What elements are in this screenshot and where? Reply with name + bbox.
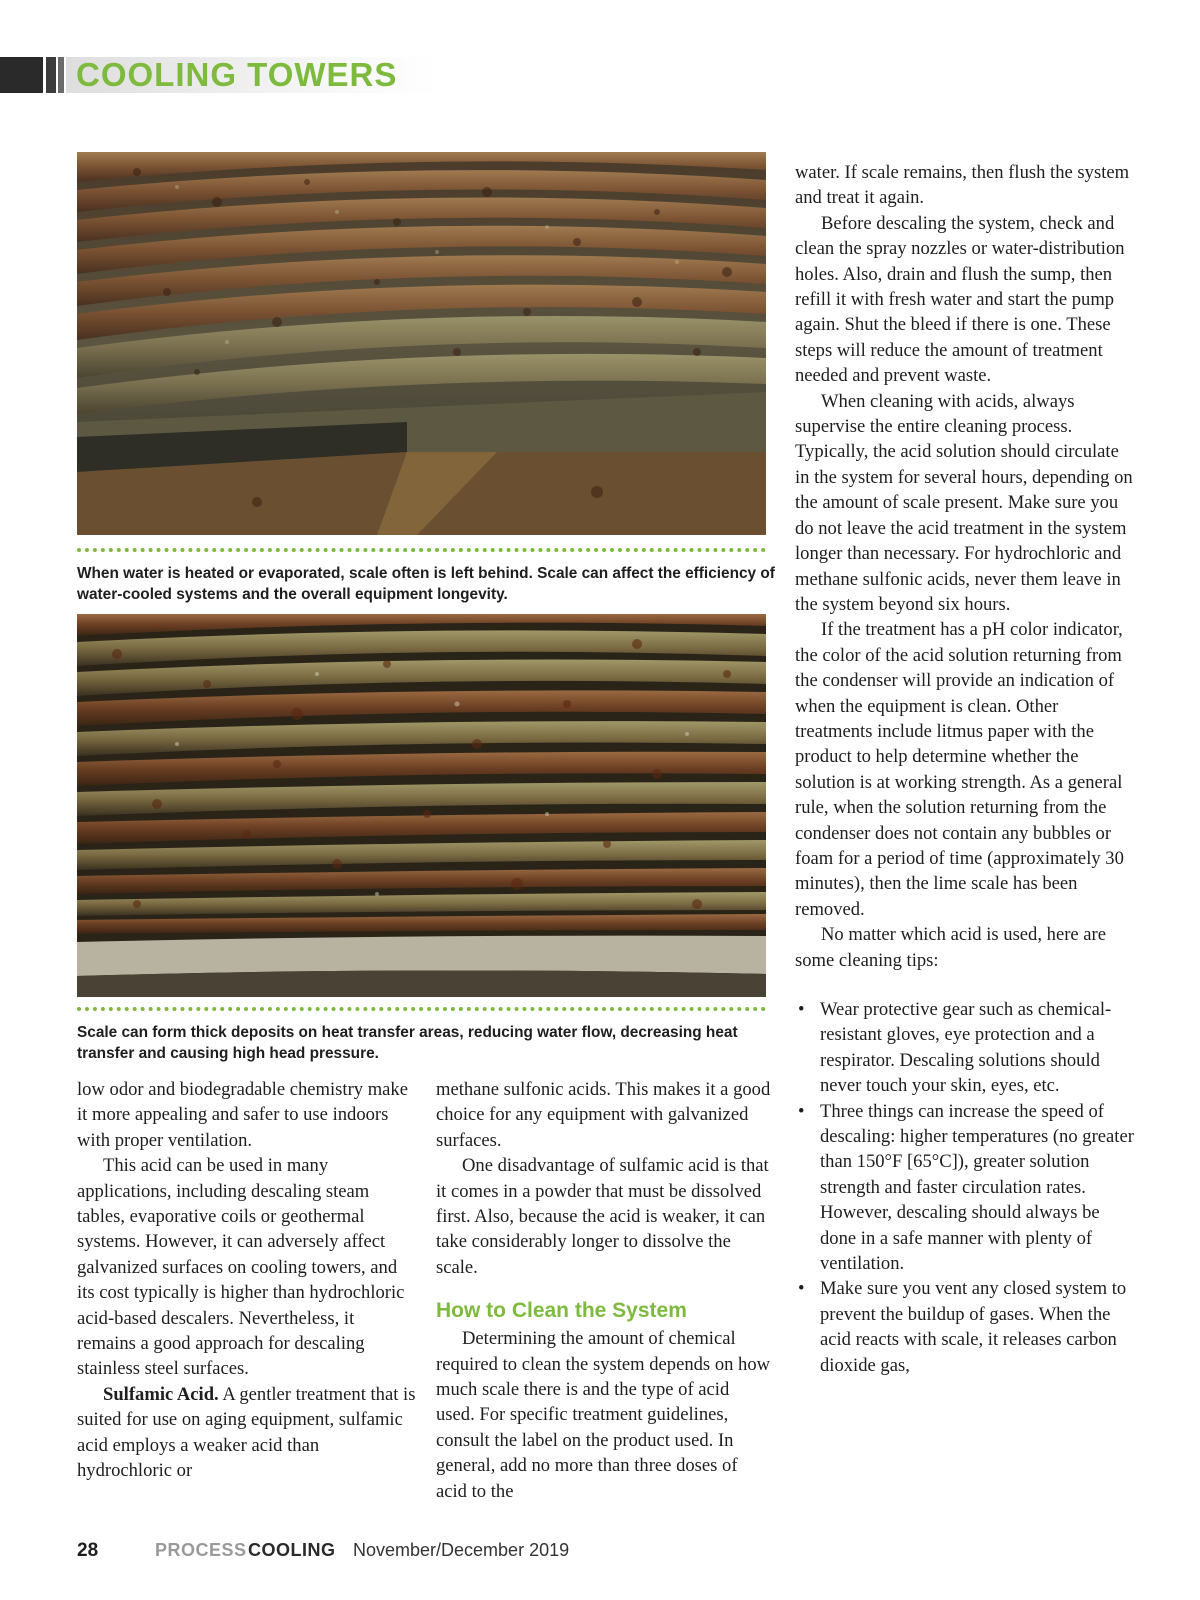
list-item-text: Make sure you vent any closed system to prevent the buildup of gases. When the acid reacts with scale, it releases carbon dioxide gas, [820, 1278, 1127, 1376]
run-in-heading: Sulfamic Acid. [103, 1383, 219, 1405]
body-paragraph [77, 1382, 417, 1484]
body-paragraph: One disadvantage of sulfamic acid is that it comes in a powder that must be dissolved first. Also, because the acid is weaker, it can take considerably longer to dissolve the scale. [436, 1155, 769, 1278]
body-paragraph: Determining the amount of chemical required to clean the system depends on how much scale there is and the type of acid used. For specific treatment guidelines, consult the label on the product used. In general, add no more than three doses of acid to the [436, 1328, 771, 1502]
article-column-1 [77, 1077, 417, 1484]
section-title: COOLING TOWERS [76, 56, 398, 93]
caption-divider [77, 548, 766, 552]
caption-divider [77, 1007, 766, 1011]
body-paragraph: When cleaning with acids, always supervise the entire cleaning process. Typically, the acid solution should circulate in the system for several hours, depending on the amount of scale present. Make sure you do not leave the acid treatment in the system longer than necessary. For hydrochloric and methane sulfonic acids, never them leave in the system beyond six hours. [795, 390, 1133, 615]
article-column-3 [795, 160, 1135, 1378]
body-paragraph: If the treatment has a pH color indicator, the color of the acid solution returning from the condenser will provide an indication of when the equipment is clean. Other treatments include litmus paper with the product to help determine whether the solution is at working strength. As a general rule, when the solution returning from the condenser does not contain any bubbles or foam for a period of time (approximately 30 minutes), then the lime scale has been removed. [795, 619, 1124, 920]
section-subheading: How to Clean the System [436, 1299, 687, 1323]
list-item [795, 1276, 1135, 1378]
bullet-icon: • [798, 1100, 805, 1122]
figure-caption: When water is heated or evaporated, scale often is left behind. Scale can affect the efficiency of water-cooled systems and the overall equipment longevity. [77, 565, 775, 603]
issue-date: November/December 2019 [353, 1540, 570, 1560]
body-text: A gentler treatment that is suited for use on aging equipment, sulfamic acid employs a weaker acid than hydrochloric or [77, 1383, 416, 1482]
photo-scaled-coils-2 [77, 614, 766, 997]
header-bar-light [58, 57, 64, 93]
header-bar-dark [0, 57, 43, 93]
bullet-icon: • [798, 1278, 805, 1300]
article-column-2 [436, 1077, 771, 1504]
list-item [795, 1099, 1135, 1277]
list-item-text: Wear protective gear such as chemical-resistant gloves, eye protection and a respirator. Descaling solutions should never touch your skin, eyes, etc. [820, 999, 1112, 1097]
magazine-logo-process: PROCESS [155, 1540, 247, 1560]
figure-caption: Scale can form thick deposits on heat transfer areas, reducing water flow, decreasing heat transfer and causing high head pressure. [77, 1024, 738, 1062]
magazine-logo-cooling: COOLING [248, 1540, 336, 1560]
body-paragraph: This acid can be used in many applications, including descaling steam tables, evaporative coils or geothermal systems. However, it can adversely affect galvanized surfaces on cooling towers, and its cost typically is higher than hydrochloric acid-based descalers. Nevertheless, it remains a good approach for descaling stainless steel surfaces. [77, 1155, 405, 1380]
photo-scaled-coils-1 [77, 152, 766, 535]
tips-list [795, 997, 1135, 1378]
header-bar-mid [46, 57, 56, 93]
list-item [795, 997, 1135, 1099]
bullet-icon: • [798, 999, 805, 1020]
page-number: 28 [77, 1540, 99, 1561]
body-paragraph: Before descaling the system, check and clean the spray nozzles or water-distribution holes. Also, drain and flush the sump, then refill it with fresh water and start the pump again. Shut the bleed if there is one. These steps will reduce the amount of treatment needed and prevent waste. [795, 212, 1125, 387]
body-paragraph: No matter which acid is used, here are some cleaning tips: [795, 924, 1106, 971]
list-item-text: Three things can increase the speed of descaling: higher temperatures (no greater than 150°F [65°C]), greater solution strength and faster circulation rates. However, descaling should always be done in a safe manner with plenty of ventilation. [820, 1100, 1134, 1275]
body-paragraph: water. If scale remains, then flush the system and treat it again. [795, 162, 1130, 209]
body-paragraph: low odor and biodegradable chemistry make it more appealing and safer to use indoors with proper ventilation. [77, 1079, 408, 1151]
body-paragraph: methane sulfonic acids. This makes it a good choice for any equipment with galvanized surfaces. [436, 1079, 771, 1151]
